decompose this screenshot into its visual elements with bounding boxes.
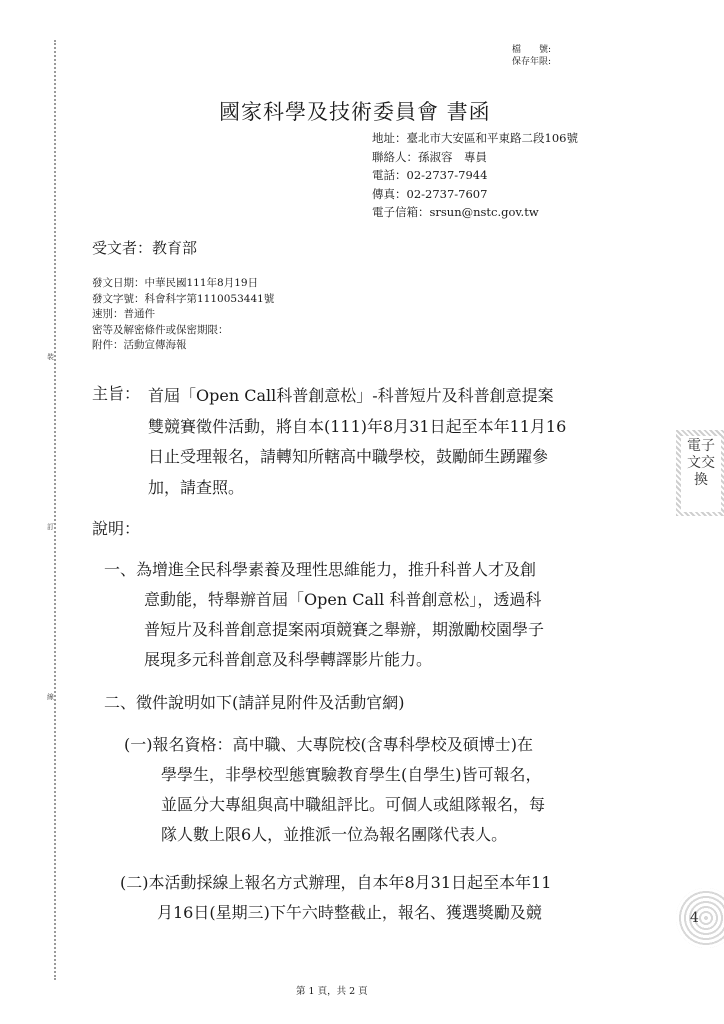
seal-number: 4 — [690, 910, 699, 926]
meta-speed: 速別：普通件 — [92, 308, 155, 321]
paragraph-line: 意動能，特舉辦首屆「Open Call 科普創意松」，透過科 — [144, 590, 542, 609]
contact-phone: 電話：02-2737-7944 — [372, 168, 488, 182]
binding-mark-ding: 訂 — [47, 523, 54, 531]
contact-address: 地址：臺北市大安區和平東路二段106號 — [372, 131, 578, 145]
page-seal — [676, 888, 724, 948]
paragraph-line: 普短片及科普創意提案兩項競賽之舉辦，期激勵校園學子 — [144, 620, 545, 639]
contact-person: 聯絡人：孫淑容 專員 — [372, 149, 487, 164]
page-footer: 第 1 頁，共 2 頁 — [296, 986, 368, 997]
item-line: 隊人數上限6人，並推派一位為報名團隊代表人。 — [161, 825, 508, 844]
item-line: 月16日(星期三)下午六時整截止，報名、獲選獎勵及競 — [157, 903, 542, 922]
paragraph-line: 展現多元科普創意及科學轉譯影片能力。 — [144, 650, 433, 669]
meta-attachment: 附件：活動宣傳海報 — [92, 339, 187, 352]
stamp-text: 電子文交換 — [681, 436, 721, 512]
contact-email: 電子信箱：srsun@nstc.gov.tw — [372, 205, 539, 219]
item-line: (二)本活動採線上報名方式辦理，自本年8月31日起至本年11 — [120, 873, 552, 892]
meta-confidential: 密等及解密條件或保密期限： — [92, 323, 229, 336]
item-line: 學學生，非學校型態實驗教育學生(自學生)皆可報名， — [161, 765, 542, 784]
subject-label: 主旨： — [92, 384, 141, 403]
explain-item-2 — [120, 868, 551, 928]
subject-line: 首屆「Open Call科普創意松」-科普短片及科普創意提案 — [148, 386, 554, 405]
binding-line — [54, 40, 56, 980]
contact-fax: 傳真：02-2737-7607 — [372, 186, 488, 201]
subject-line: 雙競賽徵件活動，將自本(111)年8月31日起至本年11月16 — [148, 416, 567, 436]
item-line: (一)報名資格：高中職、大專院校(含專科學校及碩博士)在 — [124, 735, 533, 754]
explain-paragraph-2: 二、徵件說明如下(請詳見附件及活動官網) — [104, 693, 405, 712]
item-line: 並區分大專組與高中職組評比。可個人或組隊報名，每 — [161, 795, 546, 814]
explain-paragraph-1 — [104, 555, 544, 675]
document-title: 國家科學及技術委員會 書函 — [219, 100, 491, 124]
exchange-stamp — [676, 430, 724, 516]
subject-line: 日止受理報名，請轉知所轄高中職學校，鼓勵師生踴躍參 — [148, 447, 549, 466]
meta-doc-number: 發文字號：科會科字第1110053441號 — [92, 292, 275, 305]
binding-mark-xian: 線 — [47, 693, 54, 701]
meta-block — [92, 276, 274, 354]
recipient: 受文者：教育部 — [92, 239, 198, 257]
paragraph-line: 一、為增進全民科學素養及理性思維能力，推升科普人才及創 — [104, 560, 537, 579]
contact-block — [372, 129, 578, 222]
binding-mark-zhuang: 裝 — [47, 353, 54, 361]
archive-file-no: 檔 號: — [512, 45, 552, 55]
subject-text — [148, 381, 566, 503]
meta-date: 發文日期：中華民國111年8月19日 — [92, 277, 259, 289]
subject-line: 加，請查照。 — [148, 477, 245, 497]
archive-retention: 保存年限: — [512, 57, 552, 67]
explain-label: 說明： — [92, 519, 141, 538]
explain-item-1 — [124, 730, 545, 850]
